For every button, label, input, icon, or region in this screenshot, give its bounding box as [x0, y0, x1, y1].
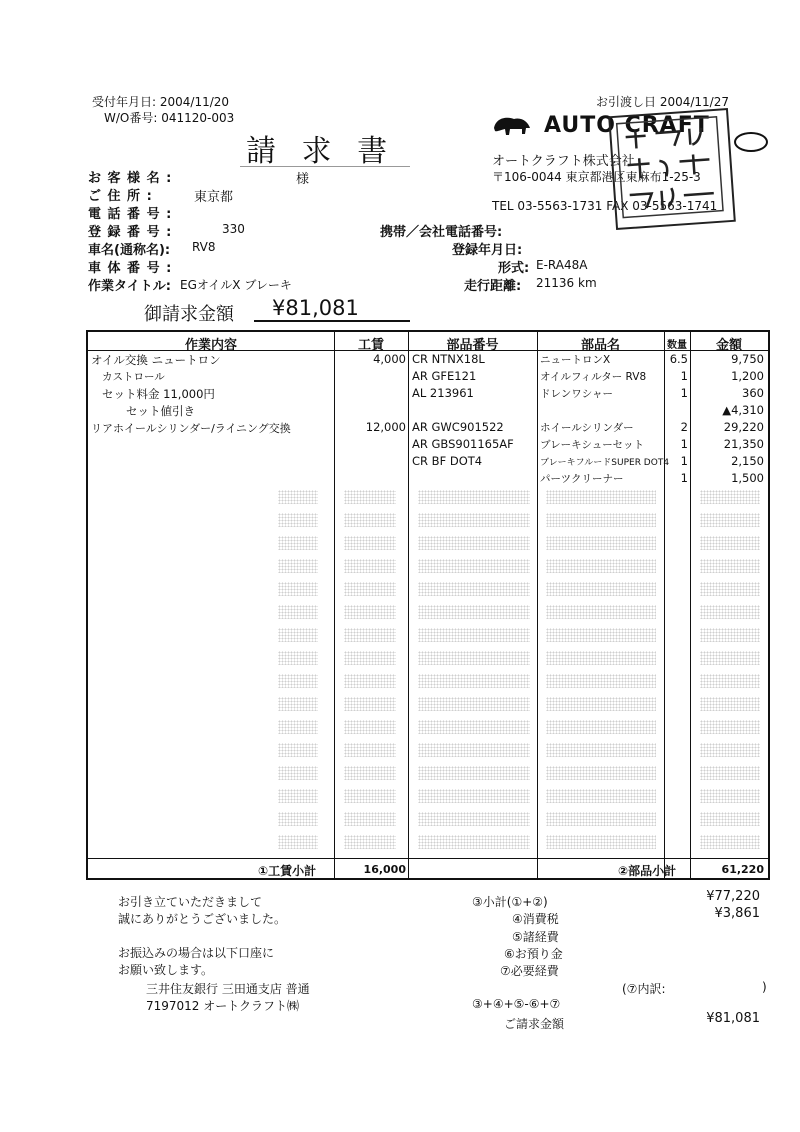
billing-amount: ¥81,081: [272, 296, 359, 320]
placeholder-dots: [418, 651, 530, 665]
company-tel-fax: TEL 03-5563-1731 FAX 03-5563-1741: [492, 199, 718, 213]
transfer-line-1: お振込みの場合は以下口座に: [118, 946, 275, 960]
placeholder-dots: [278, 513, 318, 527]
placeholder-dots: [418, 743, 530, 757]
placeholder-dots: [344, 513, 396, 527]
company-address: 〒106-0044 東京都港区東麻布1-25-3: [492, 170, 701, 184]
placeholder-dots: [418, 674, 530, 688]
placeholder-dots: [278, 582, 318, 596]
placeholder-dots: [546, 812, 656, 826]
placeholder-dots: [344, 582, 396, 596]
placeholder-dots: [344, 605, 396, 619]
placeholder-dots: [546, 490, 656, 504]
placeholder-dots: [546, 835, 656, 849]
placeholder-dots: [344, 674, 396, 688]
table-row-qty: 2: [680, 420, 688, 434]
placeholder-dots: [278, 605, 318, 619]
registration-date-label: 登録年月日:: [452, 243, 523, 258]
table-row-part-name: ニュートロンX: [540, 354, 611, 366]
placeholder-dots: [278, 766, 318, 780]
billing-label: 御請求金額: [144, 304, 234, 325]
placeholder-dots: [700, 559, 760, 573]
table-row-part-name: ドレンワシャー: [540, 388, 614, 400]
customer-name-suffix: 様: [296, 172, 310, 187]
header-amount: 金額: [715, 338, 742, 353]
placeholder-dots: [278, 720, 318, 734]
placeholder-dots: [418, 720, 530, 734]
parts-subtotal: 61,220: [721, 863, 764, 876]
misc-label: ⑤諸経費: [512, 930, 559, 944]
placeholder-dots: [418, 835, 530, 849]
mileage-value: 21136 km: [536, 276, 597, 290]
placeholder-dots: [278, 697, 318, 711]
company-logo-text: AUTO CRAFT: [544, 113, 710, 138]
header-part-number: 部品番号: [446, 338, 499, 353]
placeholder-dots: [344, 559, 396, 573]
customer-address-label: ご 住 所 :: [88, 189, 153, 204]
table-row-qty: 1: [680, 471, 688, 485]
mileage-label: 走行距離:: [464, 279, 522, 294]
placeholder-dots: [418, 789, 530, 803]
placeholder-dots: [418, 513, 530, 527]
placeholder-dots: [546, 789, 656, 803]
table-row-qty: 6.5: [669, 352, 688, 366]
table-row-amount: ▲4,310: [722, 403, 764, 417]
table-row-qty: 1: [680, 454, 688, 468]
placeholder-dots: [344, 812, 396, 826]
table-row-part-number: AR GWC901522: [412, 420, 504, 434]
placeholder-dots: [700, 536, 760, 550]
placeholder-dots: [418, 582, 530, 596]
title-underline: [240, 166, 410, 167]
placeholder-dots: [278, 674, 318, 688]
placeholder-dots: [546, 582, 656, 596]
work-title-label: 作業タイトル:: [88, 279, 171, 294]
table-row-part-name: パーツクリーナー: [540, 473, 624, 485]
table-row-amount: 1,500: [731, 471, 764, 485]
placeholder-dots: [344, 536, 396, 550]
header-quantity: 数量: [667, 340, 687, 351]
tax-value: ¥3,861: [714, 906, 760, 921]
table-row-amount: 2,150: [731, 454, 764, 468]
customer-name-label: お 客 様 名 :: [88, 171, 173, 186]
table-row-work: カストロール: [102, 371, 165, 383]
placeholder-dots: [700, 697, 760, 711]
items-table: [86, 330, 770, 880]
model-label: 形式:: [498, 261, 530, 276]
total-value: ¥81,081: [706, 1011, 760, 1026]
placeholder-dots: [278, 743, 318, 757]
table-row-amount: 9,750: [731, 352, 764, 366]
placeholder-dots: [700, 651, 760, 665]
mobile-phone-label: 携帯／会社電話番号:: [380, 225, 503, 240]
labor-subtotal-label: ①工賃小計: [258, 864, 317, 878]
subtotal-value: ¥77,220: [706, 889, 760, 904]
registration-label: 登 録 番 号 :: [88, 225, 173, 240]
emblem-icon: [734, 132, 768, 152]
placeholder-dots: [418, 605, 530, 619]
chassis-number-label: 車 体 番 号 :: [88, 261, 173, 276]
placeholder-dots: [700, 582, 760, 596]
header-part-name: 部品名: [580, 338, 620, 353]
wo-number: W/O番号: 041120-003: [104, 111, 235, 125]
placeholder-dots: [344, 835, 396, 849]
table-row-amount: 29,220: [723, 420, 764, 434]
table-row-qty: 1: [680, 369, 688, 383]
placeholder-dots: [700, 789, 760, 803]
placeholder-dots: [278, 559, 318, 573]
placeholder-dots: [278, 789, 318, 803]
deposit-label: ⑥お預り金: [504, 947, 563, 961]
car-name-label: 車名(通称名):: [88, 243, 171, 258]
placeholder-dots: [344, 743, 396, 757]
table-row-part-name: ホイールシリンダー: [540, 422, 634, 434]
placeholder-dots: [546, 628, 656, 642]
reception-date: 受付年月日: 2004/11/20: [92, 95, 230, 109]
table-row-part-number: AR GBS901165AF: [412, 437, 514, 451]
placeholder-dots: [344, 766, 396, 780]
table-row-part-name: オイルフィルター RV8: [540, 371, 647, 383]
company-stamp: [608, 108, 736, 230]
placeholder-dots: [700, 835, 760, 849]
table-row-part-number: AR GFE121: [412, 369, 477, 383]
placeholder-dots: [546, 674, 656, 688]
table-row-labor: 12,000: [365, 420, 406, 434]
thanks-line-1: お引き立ていただきまして: [118, 895, 263, 909]
required-label: ⑦必要経費: [500, 964, 559, 978]
customer-address-value: 東京都: [194, 190, 234, 205]
placeholder-dots: [546, 697, 656, 711]
page-title: 請 求 書: [246, 134, 396, 169]
car-name-value: RV8: [192, 240, 216, 254]
header-work: 作業内容: [184, 338, 237, 353]
placeholder-dots: [700, 766, 760, 780]
tax-label: ④消費税: [512, 912, 559, 926]
placeholder-dots: [278, 835, 318, 849]
placeholder-dots: [700, 628, 760, 642]
parts-subtotal-label: ②部品小計: [618, 864, 677, 878]
placeholder-dots: [700, 490, 760, 504]
placeholder-dots: [700, 812, 760, 826]
billing-underline: [254, 320, 410, 322]
header-labor: 工賃: [357, 338, 384, 353]
placeholder-dots: [700, 513, 760, 527]
subtotal-label: ③小計(①+②): [472, 895, 548, 909]
placeholder-dots: [546, 720, 656, 734]
placeholder-dots: [278, 812, 318, 826]
placeholder-dots: [546, 651, 656, 665]
customer-phone-label: 電 話 番 号 :: [88, 207, 173, 222]
placeholder-dots: [278, 628, 318, 642]
placeholder-dots: [700, 674, 760, 688]
placeholder-dots: [418, 628, 530, 642]
breakdown-label: (⑦内訳:: [622, 982, 666, 996]
table-row-part-number: CR NTNX18L: [412, 352, 485, 366]
placeholder-dots: [546, 605, 656, 619]
placeholder-dots: [700, 605, 760, 619]
placeholder-dots: [546, 743, 656, 757]
delivery-date: お引渡し日 2004/11/27: [596, 95, 729, 109]
model-value: E-RA48A: [536, 258, 588, 272]
placeholder-dots: [546, 536, 656, 550]
labor-subtotal: 16,000: [363, 863, 406, 876]
placeholder-dots: [546, 559, 656, 573]
breakdown-close: ): [762, 980, 767, 994]
placeholder-dots: [546, 513, 656, 527]
placeholder-dots: [418, 559, 530, 573]
formula-label: ③+④+⑤-⑥+⑦: [472, 997, 561, 1011]
table-row-work: セット値引き: [126, 404, 195, 418]
placeholder-dots: [344, 651, 396, 665]
thanks-line-2: 誠にありがとうございました。: [118, 912, 287, 926]
placeholder-dots: [344, 720, 396, 734]
placeholder-dots: [418, 697, 530, 711]
table-row-work: リアホイールシリンダー/ライニング交換: [91, 422, 291, 435]
placeholder-dots: [546, 766, 656, 780]
table-row-part-name: ブレーキシューセット: [540, 439, 645, 451]
bank-line-1: 三井住友銀行 三田通支店 普通: [146, 982, 310, 996]
placeholder-dots: [344, 628, 396, 642]
placeholder-dots: [278, 490, 318, 504]
table-row-qty: 1: [680, 437, 688, 451]
table-row-work: セット料金 11,000円: [102, 387, 215, 401]
total-label: ご請求金額: [504, 1017, 565, 1031]
placeholder-dots: [344, 789, 396, 803]
placeholder-dots: [418, 536, 530, 550]
table-row-amount: 1,200: [731, 369, 764, 383]
table-row-qty: 1: [680, 386, 688, 400]
table-row-part-number: CR BF DOT4: [412, 454, 483, 468]
placeholder-dots: [700, 743, 760, 757]
transfer-line-2: お願い致します。: [118, 963, 214, 977]
placeholder-dots: [418, 812, 530, 826]
work-title-value: EGオイルX ブレーキ: [180, 278, 292, 292]
placeholder-dots: [418, 766, 530, 780]
bank-line-2: 7197012 オートクラフト㈱: [146, 999, 300, 1013]
table-row-part-name: ブレーキフルードSUPER DOT4: [540, 458, 670, 468]
placeholder-dots: [278, 536, 318, 550]
table-row-amount: 360: [742, 386, 764, 400]
placeholder-dots: [418, 490, 530, 504]
table-row-part-number: AL 213961: [412, 386, 474, 400]
registration-value: 330: [222, 222, 245, 236]
table-row-labor: 4,000: [373, 352, 406, 366]
placeholder-dots: [278, 651, 318, 665]
company-name: オートクラフト株式会社: [492, 154, 635, 169]
placeholder-dots: [344, 490, 396, 504]
bison-icon: [492, 114, 532, 138]
placeholder-dots: [700, 720, 760, 734]
table-row-amount: 21,350: [723, 437, 764, 451]
placeholder-dots: [344, 697, 396, 711]
table-row-work: オイル交換 ニュートロン: [91, 353, 221, 367]
